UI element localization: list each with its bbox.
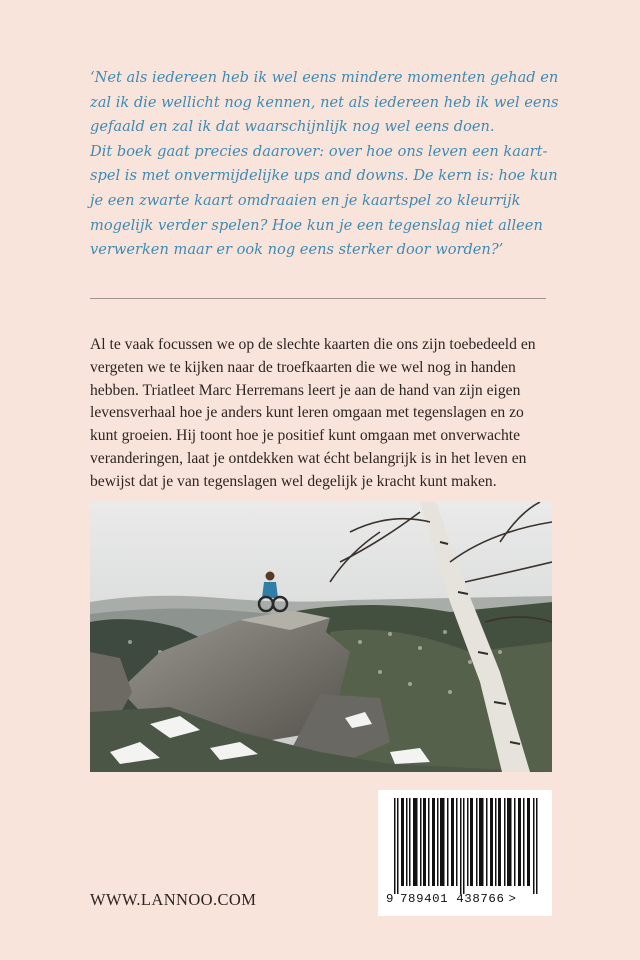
description-line: kunt groeien. Hij toont hoe je positief kunt omgaan met onverwachte (90, 427, 521, 445)
description-line: vergeten we te kijken naar de troefkaarten die we wel nog in handen (90, 358, 516, 376)
quote-line: verwerken maar er ook nog eens sterker door worden?’ (90, 241, 504, 259)
isbn-arrow: > (508, 892, 517, 906)
cover-quote (90, 66, 560, 263)
quote-line: je een zwarte kaart omdraaien en je kaartspel zo kleurrijk (90, 191, 521, 209)
quote-line: zal ik die wellicht nog kennen, net als iedereen heb ik wel eens (90, 93, 559, 111)
isbn-number (386, 892, 552, 906)
quote-line: ‘Net als iedereen heb ik wel eens mindere momenten gehad en (90, 69, 559, 86)
quote-line: mogelijk verder spelen? Hoe kun je een tegenslag niet alleen (90, 216, 543, 234)
barcode (378, 790, 552, 916)
description-line: Al te vaak focussen we op de slechte kaarten die ons zijn toebedeeld en (90, 336, 536, 353)
section-divider (90, 298, 546, 299)
quote-line: Dit boek gaat precies daarover: over hoe ons leven een kaart- (90, 142, 548, 160)
description-line: veranderingen, laat je ontdekken wat écht belangrijk is in het leven en (90, 449, 527, 467)
quote-line: gefaald en zal ik dat waarschijnlijk nog wel eens doen. (90, 118, 495, 136)
barcode-bars (394, 798, 538, 894)
isbn-prefix: 9 (386, 892, 395, 906)
description-line: bewijst dat je van tegenslagen wel degelijk je kracht kunt maken. (90, 472, 497, 490)
book-description (90, 334, 560, 494)
landscape-photo (90, 502, 552, 772)
quote-line: spel is met onvermijdelijke ups and downs. De kern is: hoe kun (90, 167, 558, 185)
isbn-group-left: 789401 (400, 892, 449, 906)
isbn-group-right: 438766 (456, 892, 505, 906)
description-line: levensverhaal hoe je anders kunt leren omgaan met tegenslagen en zo (90, 404, 524, 422)
publisher-website: WWW.LANNOO.COM (90, 890, 257, 909)
description-line: hebben. Triatleet Marc Herremans leert je aan de hand van zijn eigen (90, 381, 521, 399)
